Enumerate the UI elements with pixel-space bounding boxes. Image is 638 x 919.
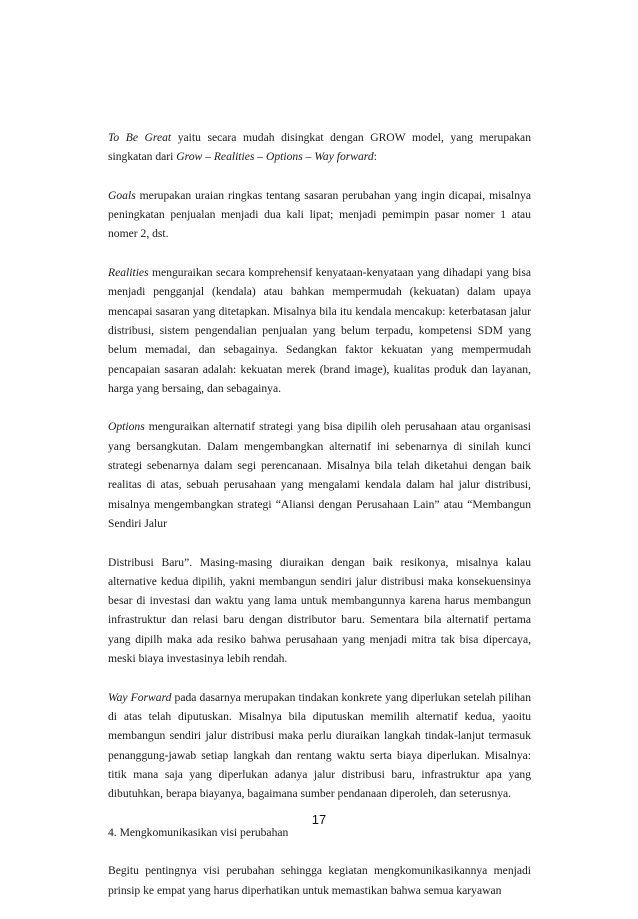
intro-text-a: yaitu secara mudah disingkat dengan GROW model, yang merupakan singkatan dari <box>108 131 531 164</box>
intro-text-b: : <box>373 150 377 164</box>
way-forward-text: pada dasarnya merupakan tindakan konkrete yang diperlukan setelah pilihan di atas telah diputuskan. Misalnya bila diputuskan memilih alternatif kedua, yaoitu membangun sendiri jalur distribusi maka perlu diuraikan langkah tindak-lanjut termasuk penanggung-jawab setiap langkah dan rentang waktu serta biaya diperlukan. Misalnya: titik mana saja yang diperlukan adanya jalur distribusi baru, infrastruktur apa yang dibutuhkan, berapa biayanya, bagaimana sumber pendanaan diperoleh, dan seterusnya. <box>108 690 532 801</box>
distribusi-paragraph <box>108 553 531 669</box>
realities-paragraph <box>108 263 531 398</box>
goals-term: Goals <box>108 188 136 202</box>
options-term: Options <box>108 420 145 434</box>
closing-text: Begitu pentingnya visi perubahan sehingga kegiatan mengkomunikasikannya menjadi prinsip ke empat yang harus diperhatikan untuk memastikan bahwa semua karyawan <box>108 864 531 897</box>
options-paragraph <box>108 417 531 533</box>
goals-text: merupakan uraian ringkas tentang sasaran perubahan yang ingin dicapai, misalnya peningkatan penjualan menjadi dua kali lipat; menjadi pemimpin pasar nomer 1 atau nomer 2, dst. <box>108 188 531 241</box>
way-forward-paragraph <box>108 688 531 804</box>
distribusi-text: Distribusi Baru”. Masing-masing diuraikan dengan baik resikonya, misalnya kalau alternative kedua dipilih, yakni membangun sendiri jalur distribusi maka konsekuensinya besar di investasi dan waktu yang lama untuk membangunnya karena harus membangun infrastruktur dan relasi baru dengan distributor baru. Sementara bila alternatif pertama yang dipilh maka ada resiko bahwa perusahaan yang menjadi mitra tak bisa dipercaya, meski biaya investasinya lebih rendah. <box>108 555 531 666</box>
page-body <box>108 128 531 919</box>
way-forward-term: Way Forward <box>108 690 172 704</box>
realities-term: Realities <box>108 266 149 280</box>
intro-paragraph <box>108 128 531 167</box>
page-number: 17 <box>311 812 327 827</box>
goals-paragraph <box>108 186 531 244</box>
realities-text: menguraikan secara komprehensif kenyataan-kenyataan yang dihadapi yang bisa menjadi pengganjal (kendala) atau bahkan mempermudah (kekuatan) dalam upaya mencapai sasaran yang ditetapkan. Misalnya bila itu kendala mencakup: keterbatasan jalur distribusi, sistem pengendalian penjualan yang belum terpadu, kompetensi SDM yang belum memadai, dan sebagainya. Sedangkan faktor kekuatan yang mempermudah pencapaian sasaran adalah: kekuatan merek (brand image), kualitas produk dan layanan, harga yang bersaing, dan sebagainya. <box>108 266 531 395</box>
closing-paragraph <box>108 861 531 900</box>
options-text: menguraikan alternatif strategi yang bisa dipilih oleh perusahaan atau organisasi yang bersangkutan. Dalam mengembangkan alternatif ini sebenarnya di sinilah kunci strategi sebenarnya dalam segi perencanaan. Misalnya bila telah diketahui dengan baik realitas di atas, sebuah perusahaan yang mengalami kendala dalam hal jalur distribusi, misalnya mengembangkan strategi “Aliansi dengan Perusahaan Lain” atau “Membangun Sendiri Jalur <box>108 420 531 530</box>
to-be-great-term: To Be Great <box>108 131 172 144</box>
section-heading: 4. Mengkomunikasikan visi perubahan <box>108 825 289 839</box>
grow-expansion: Grow – Realities – Options – Way forward <box>176 150 374 164</box>
